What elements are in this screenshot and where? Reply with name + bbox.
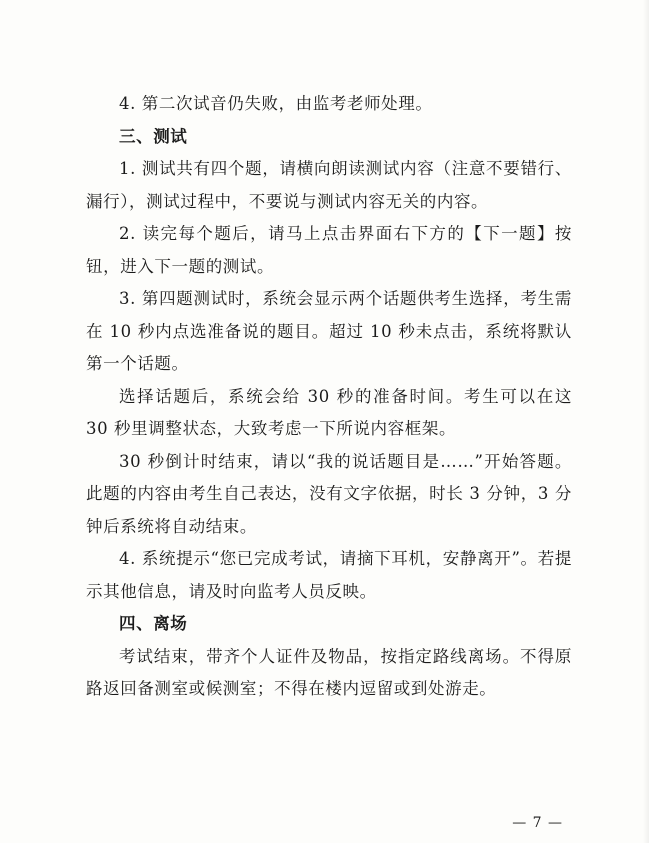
paragraph-test-2: 2. 读完每个题后，请马上点击界面右下方的【下一题】按钮，进入下一题的测试。: [86, 224, 572, 276]
section-heading-leave: 四、离场: [119, 614, 188, 633]
section-heading-test: 三、测试: [119, 126, 188, 146]
paragraph-leave: 考试结束，带齐个人证件及物品，按指定路线离场。不得原路返回备测室或候测室；不得在楼内逗留或到处游走。: [86, 646, 572, 698]
paragraph-countdown: 30 秒倒计时结束，请以“我的说话题目是……”开始答题。此题的内容由考生自己表达，没有文字依据，时长 3 分钟，3 分钟后系统将自动结束。: [86, 451, 572, 536]
document-body: [86, 88, 572, 706]
paragraph-topic-prep: 选择话题后，系统会给 30 秒的准备时间。考生可以在这 30 秒里调整状态，大致考虑一下所说内容框架。: [86, 386, 572, 438]
page-number: — 7 —: [512, 815, 563, 831]
page-edge-shadow: [643, 0, 649, 843]
paragraph-retry-failure: 4. 第二次试音仍失败，由监考老师处理。: [119, 94, 433, 113]
paragraph-test-1: 1. 测试共有四个题，请横向朗读测试内容（注意不要错行、漏行），测试过程中，不要说与测试内容无关的内容。: [86, 159, 572, 211]
paragraph-test-3: 3. 第四题测试时，系统会显示两个话题供考生选择，考生需在 10 秒内点选准备说的题目。超过 10 秒未点击，系统将默认第一个话题。: [86, 289, 572, 373]
paragraph-test-4: 4. 系统提示“您已完成考试，请摘下耳机，安静离开”。若提示其他信息，请及时向监考人员反映。: [86, 549, 572, 601]
